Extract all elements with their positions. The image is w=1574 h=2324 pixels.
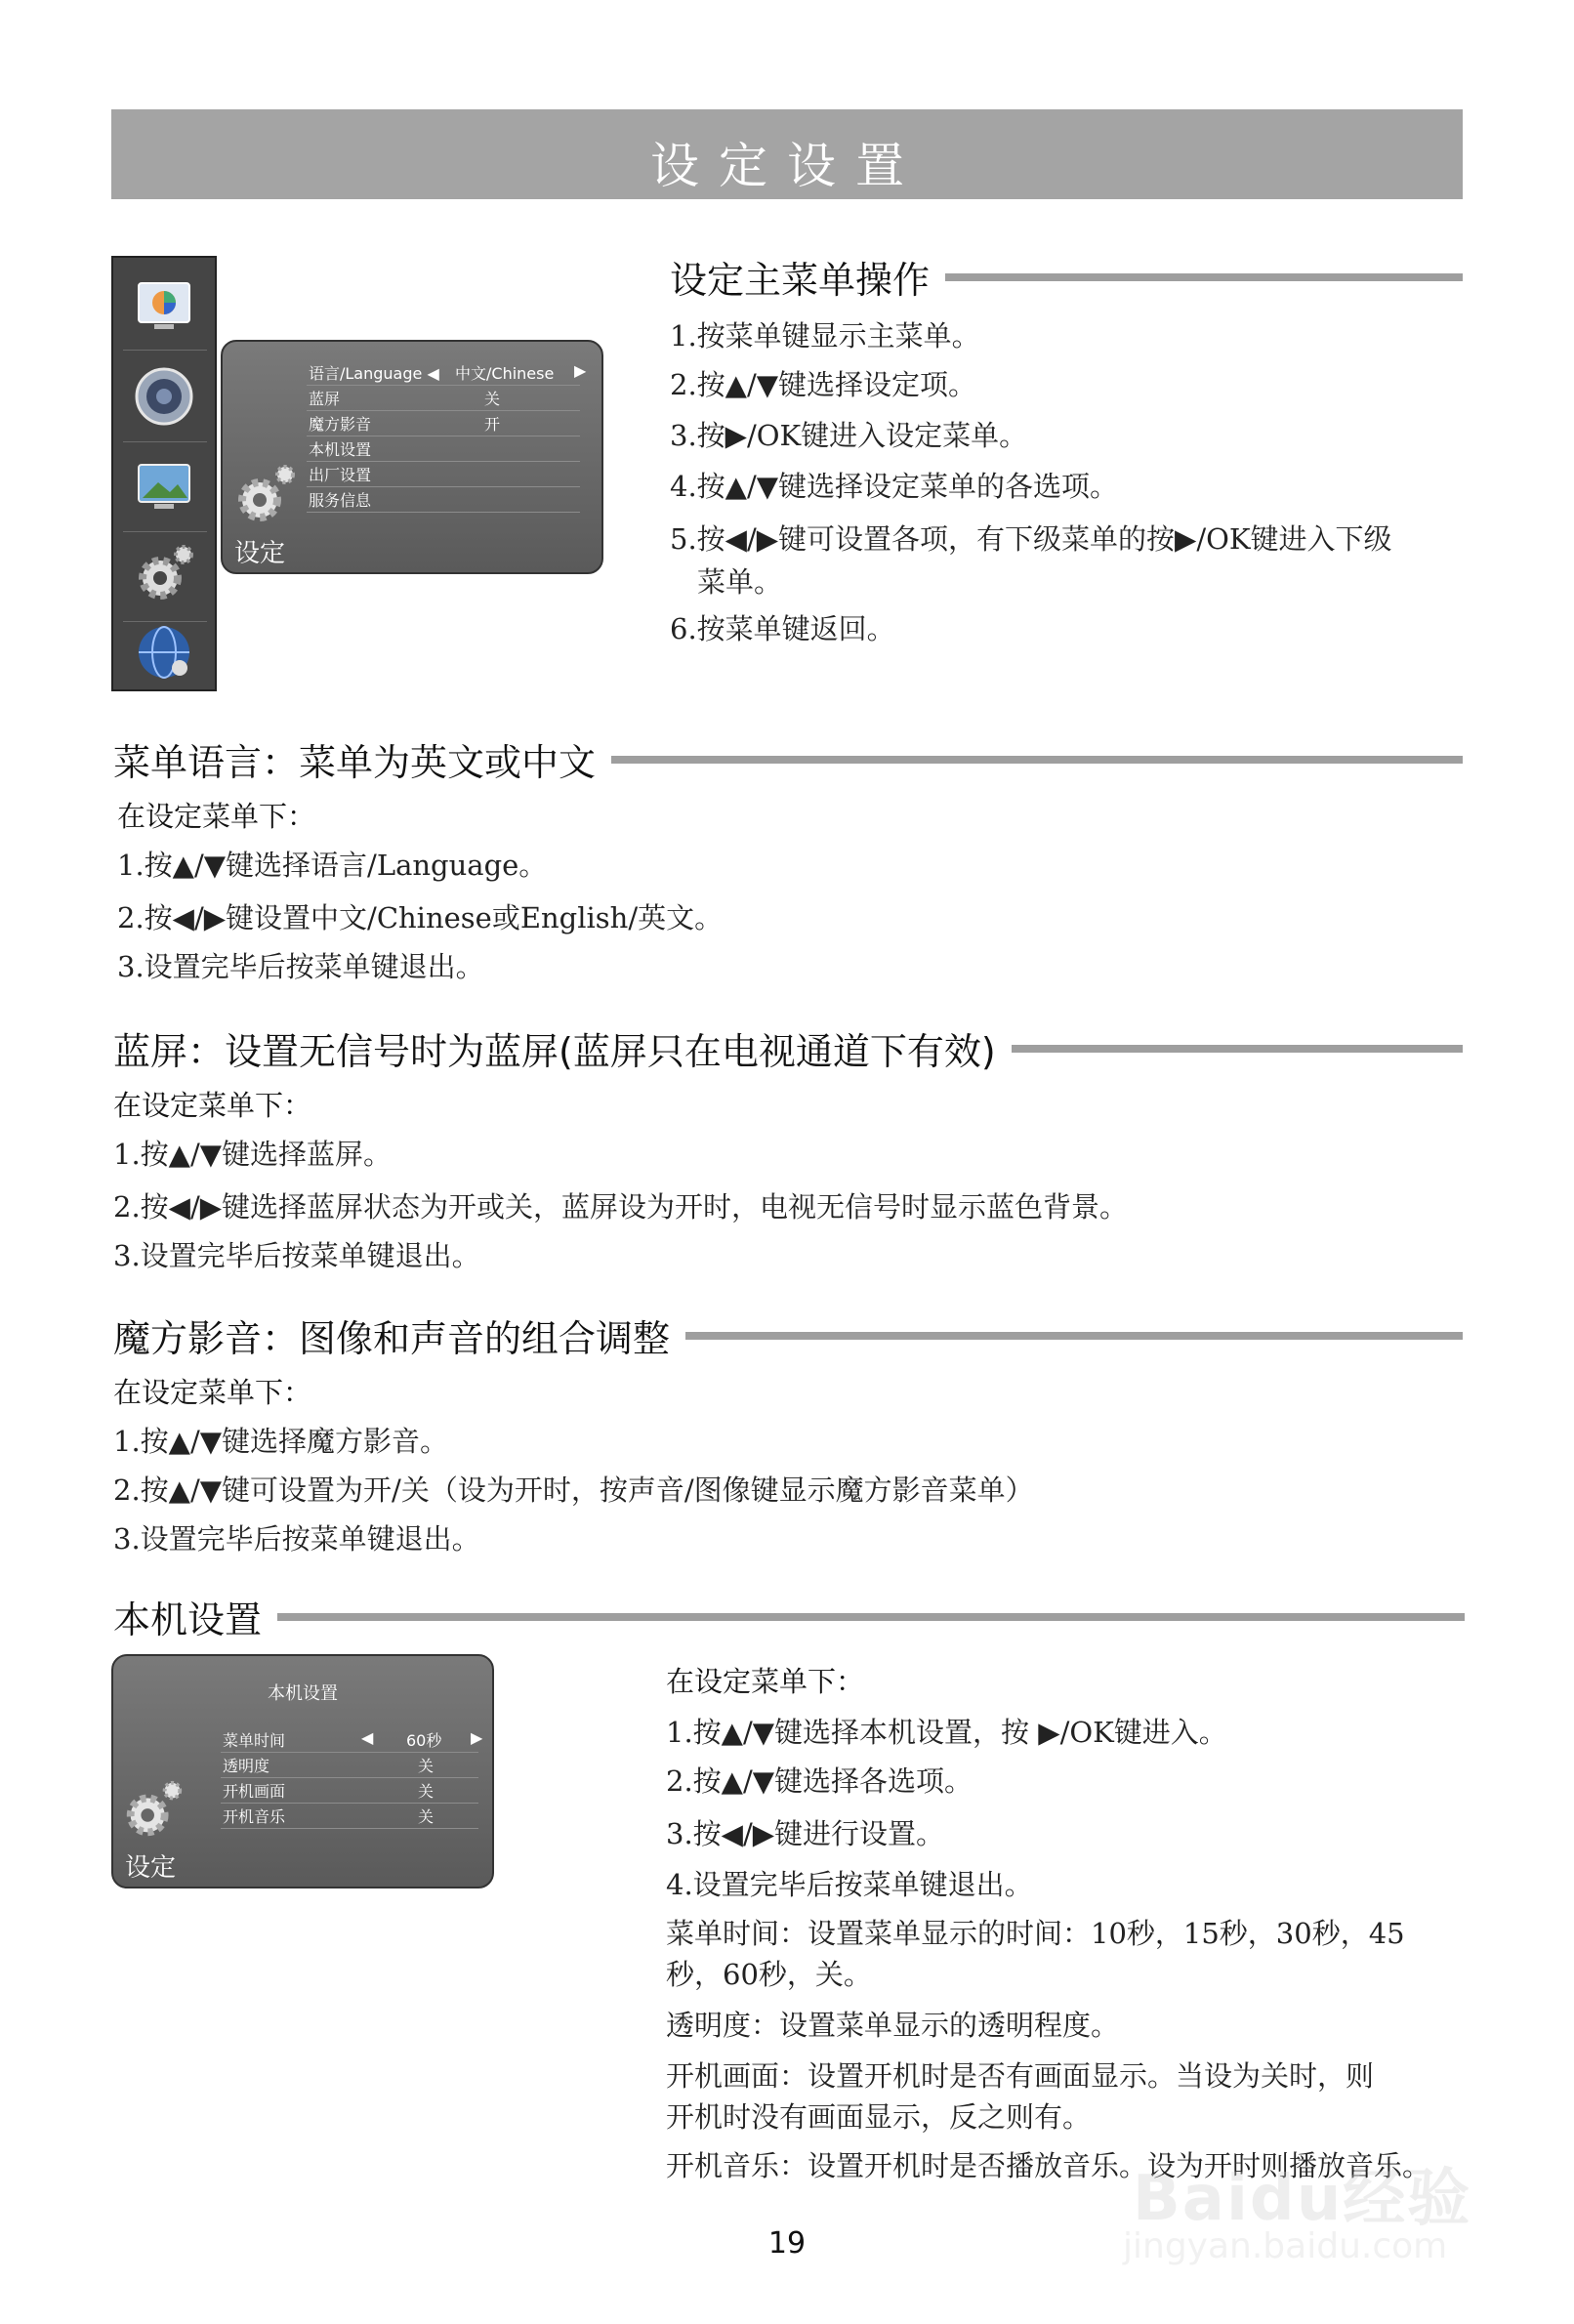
step-line: 1.按▲/▼键选择本机设置，按 ▶/OK键进入。 xyxy=(666,1716,1227,1749)
osd-row-value: 中文/Chinese xyxy=(455,364,555,383)
section-heading-language xyxy=(113,732,1463,786)
heading-rule xyxy=(277,1613,1465,1621)
sidebar-separator xyxy=(123,441,207,442)
sidebar-separator xyxy=(123,531,207,532)
left-arrow-icon: ◀ xyxy=(361,1728,374,1747)
speaker-icon xyxy=(131,363,197,430)
step-line: 3.设置完毕后按菜单键退出。 xyxy=(113,1239,480,1272)
description-line: 菜单时间：设置菜单显示的时间：10秒，15秒，30秒，45 xyxy=(666,1917,1405,1950)
osd-row-value: 开 xyxy=(484,415,501,434)
section-heading-local xyxy=(113,1590,1465,1643)
section-intro: 在设定菜单下： xyxy=(666,1665,865,1698)
section-heading-magic xyxy=(113,1308,1463,1362)
osd-row-name: 菜单时间 xyxy=(223,1731,286,1750)
gear-icon xyxy=(230,461,301,531)
step-line: 1.按菜单键显示主菜单。 xyxy=(670,319,980,353)
osd-menu-label: 设定 xyxy=(234,539,286,568)
osd-divider xyxy=(221,1828,478,1829)
step-line: 2.按▲/▼键选择设定项。 xyxy=(670,368,977,401)
osd-row-language xyxy=(309,361,439,384)
step-line: 2.按◀/▶键设置中文/Chinese或English/英文。 xyxy=(117,901,724,934)
step-line: 1.按▲/▼键选择语言/Language。 xyxy=(117,849,548,882)
watermark-brand: Baidu经验 xyxy=(1133,2163,1472,2235)
section-intro: 在设定菜单下： xyxy=(113,1376,312,1409)
description-line: 开机画面：设置开机时是否有画面显示。当设为关时，则 xyxy=(666,2059,1375,2093)
osd-row-value: 关 xyxy=(418,1782,435,1801)
step-line: 3.设置完毕后按菜单键退出。 xyxy=(117,950,484,983)
osd-divider xyxy=(307,486,580,487)
step-line: 1.按▲/▼键选择魔方影音。 xyxy=(113,1425,449,1458)
tv-color-icon xyxy=(131,273,197,340)
step-line: 4.设置完毕后按菜单键退出。 xyxy=(666,1868,1033,1901)
osd-row-value: 关 xyxy=(418,1807,435,1826)
osd-row-value: 60秒 xyxy=(406,1731,442,1750)
globe-icon xyxy=(131,619,197,685)
osd-divider xyxy=(221,1752,478,1753)
osd-row-name: 蓝屏 xyxy=(309,390,341,408)
section-heading-main-menu xyxy=(670,250,1463,304)
heading-rule xyxy=(611,756,1463,764)
description-line: 开机音乐：设置开机时是否播放音乐。设为开时则播放音乐。 xyxy=(666,2149,1431,2182)
page-number: 19 xyxy=(767,2226,807,2261)
description-line: 秒，60秒，关。 xyxy=(666,1958,872,1991)
section-heading-text: 本机设置 xyxy=(113,1598,263,1641)
osd-divider xyxy=(221,1777,478,1778)
osd-icon-sidebar xyxy=(111,256,217,691)
step-line: 2.按▲/▼键可设置为开/关（设为开时，按声音/图像键显示魔方影音菜单） xyxy=(113,1473,1034,1507)
step-line: 3.按▶/OK键进入设定菜单。 xyxy=(670,419,1028,452)
page-banner xyxy=(111,109,1463,199)
right-arrow-icon: ▶ xyxy=(574,361,587,380)
section-intro: 在设定菜单下： xyxy=(113,1089,312,1122)
osd-row-value: 关 xyxy=(484,390,501,408)
step-line: 3.按◀/▶键进行设置。 xyxy=(666,1817,945,1850)
step-line: 6.按菜单键返回。 xyxy=(670,612,895,645)
section-heading-text: 菜单语言：菜单为英文或中文 xyxy=(113,741,597,784)
section-heading-text: 蓝屏：设置无信号时为蓝屏(蓝屏只在电视通道下有效) xyxy=(113,1030,996,1073)
step-line: 菜单。 xyxy=(697,565,783,599)
osd-row-name: 开机画面 xyxy=(223,1782,286,1801)
description-line: 开机时没有画面显示，反之则有。 xyxy=(666,2100,1092,2134)
description-line: 透明度：设置菜单显示的透明程度。 xyxy=(666,2009,1120,2042)
osd-title: 本机设置 xyxy=(268,1683,338,1704)
osd-divider xyxy=(307,385,580,386)
step-line: 2.按◀/▶键选择蓝屏状态为开或关，蓝屏设为开时，电视无信号时显示蓝色背景。 xyxy=(113,1190,1129,1224)
step-line: 3.设置完毕后按菜单键退出。 xyxy=(113,1522,480,1556)
osd-row-name: 透明度 xyxy=(223,1757,270,1775)
section-heading-blue-screen xyxy=(113,1021,1463,1075)
step-line: 2.按▲/▼键选择各选项。 xyxy=(666,1764,973,1798)
gear-icon xyxy=(119,1777,187,1846)
osd-row-name: 魔方影音 xyxy=(309,415,372,434)
right-arrow-icon: ▶ xyxy=(471,1728,483,1747)
section-heading-text: 魔方影音：图像和声音的组合调整 xyxy=(113,1317,671,1360)
step-line: 5.按◀/▶键可设置各项，有下级菜单的按▶/OK键进入下级 xyxy=(670,522,1392,556)
picture-icon xyxy=(131,453,197,519)
step-line: 4.按▲/▼键选择设定菜单的各选项。 xyxy=(670,470,1119,503)
heading-rule xyxy=(1012,1045,1463,1053)
osd-row-name: 语言/Language xyxy=(309,364,423,383)
watermark-url: jingyan.baidu.com xyxy=(1123,2226,1448,2266)
watermark xyxy=(1123,2138,1494,2285)
osd-row-name: 出厂设置 xyxy=(309,466,372,484)
osd-row-name: 服务信息 xyxy=(309,491,372,510)
sidebar-separator xyxy=(123,350,207,351)
local-settings-osd-menu xyxy=(111,1654,494,1888)
heading-rule xyxy=(685,1332,1463,1340)
osd-row-name: 本机设置 xyxy=(309,440,372,459)
section-heading-text: 设定主菜单操作 xyxy=(670,259,931,302)
osd-divider xyxy=(307,410,580,411)
osd-divider xyxy=(221,1803,478,1804)
step-line: 1.按▲/▼键选择蓝屏。 xyxy=(113,1138,393,1171)
osd-menu-label: 设定 xyxy=(125,1853,177,1883)
page-title: 设定设置 xyxy=(650,138,924,194)
setup-osd-menu xyxy=(221,340,603,574)
osd-row-value: 关 xyxy=(418,1757,435,1775)
gear-icon xyxy=(131,541,197,607)
left-arrow-icon: ◀ xyxy=(427,364,439,383)
osd-divider xyxy=(307,512,580,513)
osd-row-name: 开机音乐 xyxy=(223,1807,286,1826)
heading-rule xyxy=(945,273,1463,281)
osd-divider xyxy=(307,461,580,462)
section-intro: 在设定菜单下： xyxy=(117,800,316,833)
